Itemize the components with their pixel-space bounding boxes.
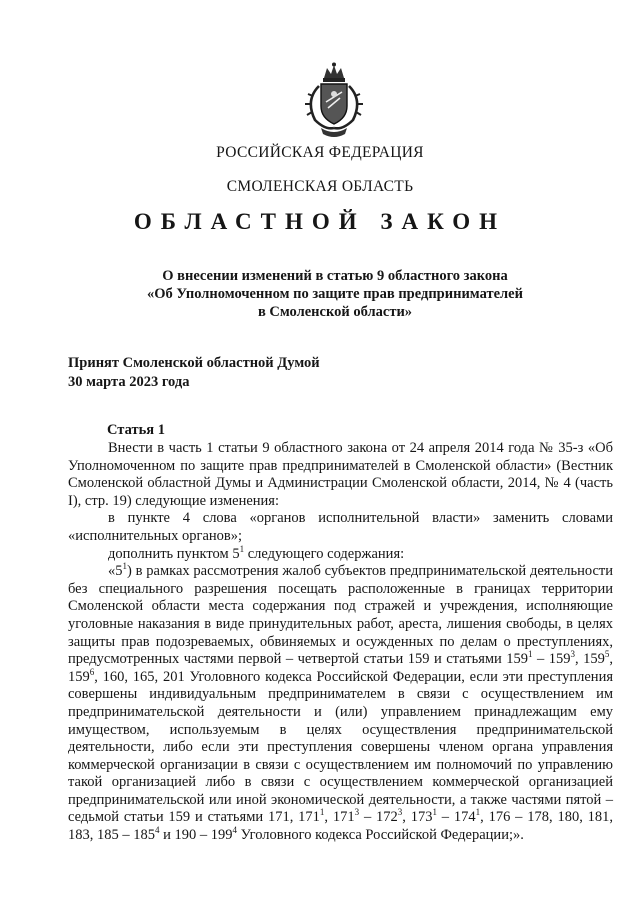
adoption-date: 30 марта 2023 года xyxy=(68,374,190,390)
article-paragraph: Внести в часть 1 статьи 9 областного закона от 24 апреля 2014 года № 35-з «Об Уполномоченном по защите прав предпринимателей в Смоленской области» (Вестник Смоленской областной Думы и Администрации Смоленской области, 2014, № 4 (часть I), стр. 19) следующие изменения: xyxy=(68,440,613,509)
article-paragraph: дополнить пунктом $5^1$ следующего содержания: xyxy=(108,543,405,562)
law-title xyxy=(120,267,550,321)
adoption-body: Принят Смоленской областной Думой xyxy=(68,355,320,371)
document-type-heading: ОБЛАСТНОЙ ЗАКОН xyxy=(133,209,507,234)
federation-heading: РОССИЙСКАЯ ФЕДЕРАЦИЯ xyxy=(216,144,424,161)
article-heading: Статья 1 xyxy=(107,422,165,438)
article-body xyxy=(68,440,613,845)
law-title-line: О внесении изменений в статью 9 областного закона xyxy=(162,268,508,284)
coat-of-arms-icon xyxy=(297,62,371,142)
article-paragraph: в пункте 4 слова «органов исполнительной власти» заменить словами «исполнительных органов»; xyxy=(68,510,613,544)
adoption-info xyxy=(68,354,320,392)
law-title-line: «Об Уполномоченном по защите прав предпринимателей xyxy=(147,286,523,302)
region-heading: СМОЛЕНСКАЯ ОБЛАСТЬ xyxy=(226,178,414,195)
quoted-amendment: «$5^1$) в рамках рассмотрения жалоб субъектов предпринимательской деятельности без специального разрешения посещать расположенные в границах территории Смоленской области места содержания под стражей и учреждения, исполняющие уголовные наказания в виде принудительных работ, ареста, лишения свободы, в целях защиты прав подозреваемых, обвиняемых и осужденных по делам о преступлениях, предусмотренных частями первой – четвертой статьи 159 и статьями $159^1 - 159^3$, $159^5$, $159^6$, 160, 165, 201 Уголовного кодекса Российской Федерации, если эти преступления совершены индивидуальным предпринимателем в связи с осуществлением им предпринимательской деятельности и (или) управлением принадлежащим ему имуществом, используемым в целях осуществления предпринимательской деятельности, либо если эти преступления совершены членом органа управления коммерческой организации в связи с осуществлением им полномочий по управлению такой организацией либо в связи с осуществлением коммерческой организацией предпринимательской или иной экономической деятельности, а также частями пятой – седьмой статьи 159 и статьями 171, $171^1$, $171^3 - 172^3$, $173^1 - 174^1$, 176 – 178, 180, 181, 183, $185 - 185^4$ и $190 - 199^4$ Уголовного кодекса Российской Федерации;». xyxy=(68,561,614,844)
law-title-line: в Смоленской области» xyxy=(257,304,413,320)
